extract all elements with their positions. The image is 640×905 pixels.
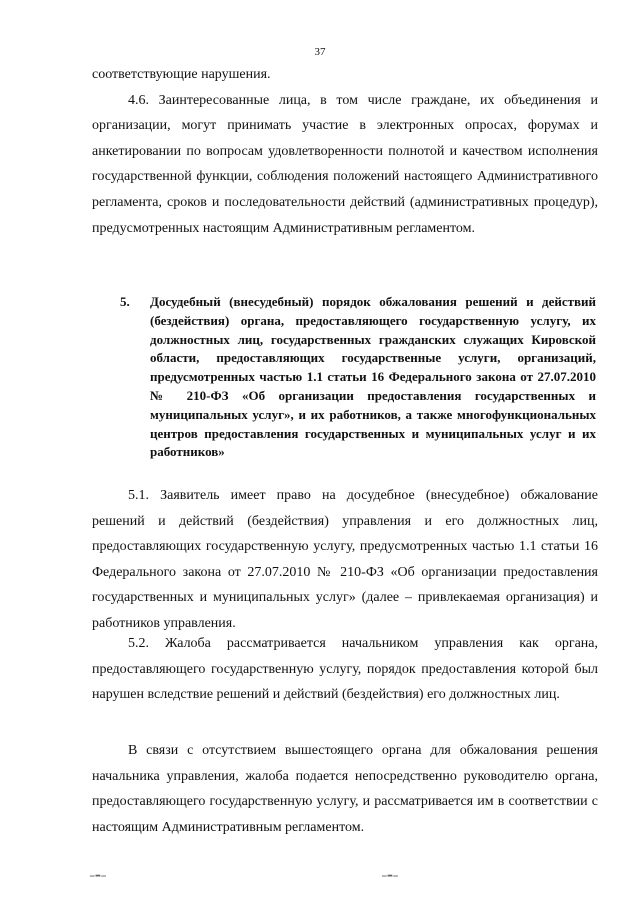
paragraph-5-1: 5.1. Заявитель имеет право на досудебное (внесудебное) обжалование решений и действий (бездействия) управления и его должностных лиц, предоставляющих государственную услугу, предусмотренных частью 1.1 статьи 16 Федерального закона от 27.07.2010 № 210-ФЗ «Об организации предоставления государственных и муниципальных услуг» (далее – привлекаемая организация) и работников управления. (92, 488, 598, 631)
section-number: 5. (120, 294, 130, 309)
paragraph-absence-block (92, 738, 598, 840)
continuation-text: соответствующие нарушения. (92, 67, 271, 82)
paragraph-5-2: 5.2. Жалоба рассматривается начальником управления как органа, предоставляющего государственную услугу, порядок предоставления которой был нарушен вследствие решений и действий (бездействия) его должностных лиц. (92, 636, 598, 703)
paragraph-absence: В связи с отсутствием вышестоящего органа для обжалования решения начальника управления, жалоба подается непосредственно руководителю органа, предоставляющего государственную услугу, и рассматривается им в соответствии с настоящим Административным регламентом. (92, 743, 598, 835)
section-title: Досудебный (внесудебный) порядок обжалования решений и действий (бездействия) органа, предоставляющего государственную услугу, их должностных лиц, государственных гражданских служащих Кировской области, предоставляющих государственные услуги, организаций, предусмотренных частью 1.1 статьи 16 Федерального закона от 27.07.2010 № 210-ФЗ «Об организации предоставления государственных и муниципальных услуг», и их работников, а также многофункциональных центров предоставления государственных и муниципальных услуг и их работников» (150, 294, 596, 460)
paragraph-5-1-block (92, 483, 598, 637)
scan-artifact-right: ▁▂▁ (382, 871, 399, 877)
section-4-end (92, 62, 598, 241)
page-number: 37 (314, 46, 326, 58)
paragraph-4-6: 4.6. Заинтересованные лица, в том числе граждане, их объединения и организации, могут принимать участие в электронных опросах, форумах и анкетировании по вопросам удовлетворенности полнотой и качеством исполнения государственной функции, соблюдения положений настоящего Административного регламента, сроков и последовательности действий (административных процедур), предусмотренных настоящим Административным регламентом. (92, 92, 598, 236)
section-5-heading (120, 293, 596, 462)
paragraph-5-2-block (92, 631, 598, 708)
scan-artifact-left: ▁▂▁ (90, 871, 107, 877)
